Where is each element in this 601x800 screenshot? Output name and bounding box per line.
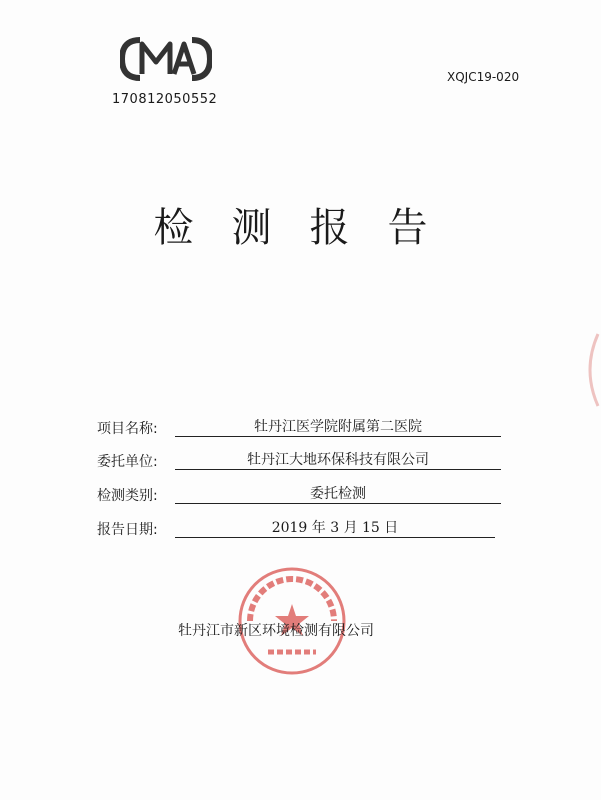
field-label: 委托单位: [97,454,158,470]
field-label: 项目名称: [97,421,158,437]
page-title: 检测报告 [153,205,466,251]
field-value: 牡丹江大地环保科技有限公司 [175,451,501,470]
document-code: XQJC19-020 [447,70,520,84]
field-value: 委托检测 [175,485,501,504]
cma-logo [120,34,212,84]
field-value: 2019 年 3 月 15 日 [175,519,495,538]
cma-certificate-number: 170812050552 [112,92,218,107]
edge-seal-fragment [580,330,601,410]
field-label: 检测类别: [97,488,158,504]
issuer-name: 牡丹江市新区环境检测有限公司 [178,623,374,639]
field-label: 报告日期: [97,522,158,538]
field-value: 牡丹江医学院附属第二医院 [175,418,501,437]
